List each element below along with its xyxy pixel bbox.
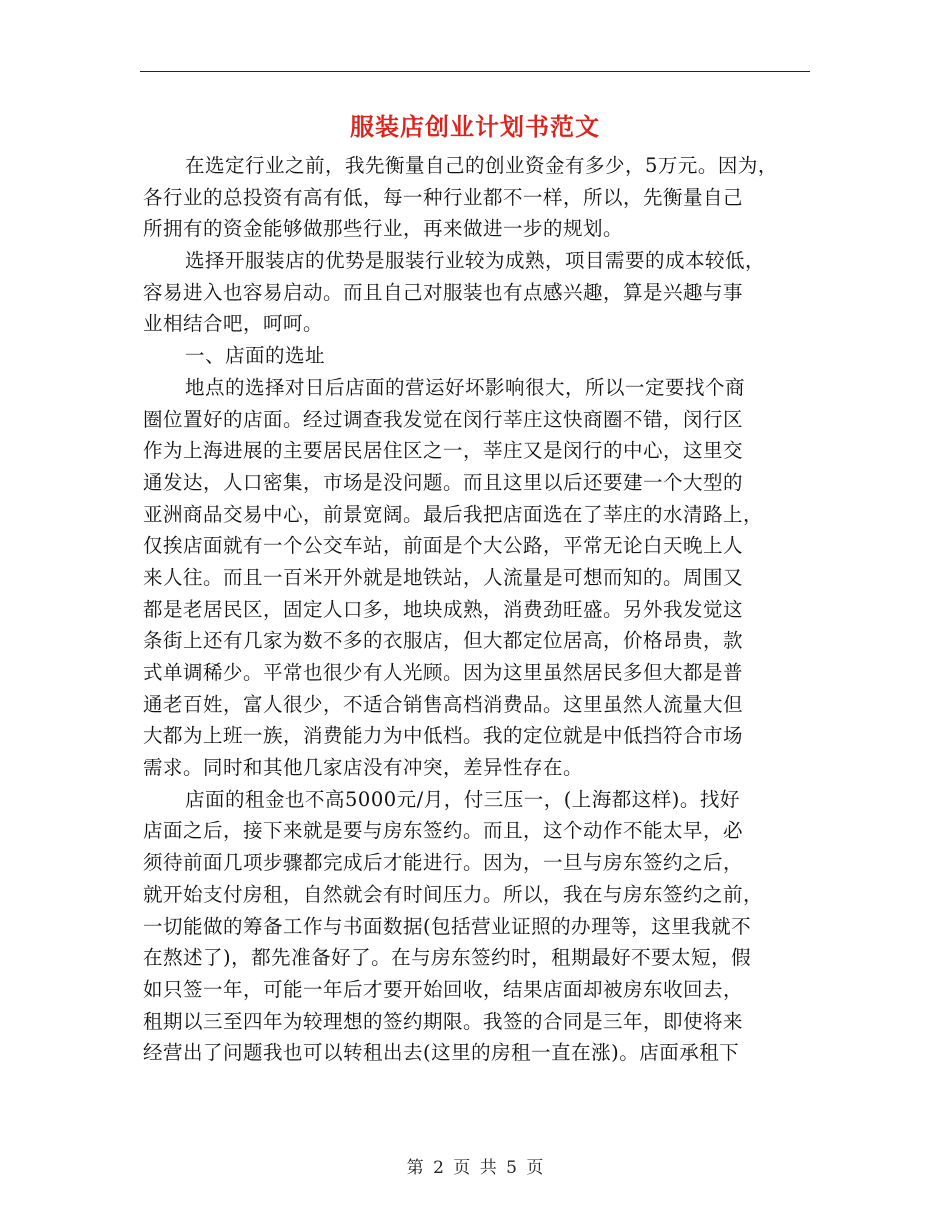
text-line: 各行业的总投资有高有低，每一种行业都不一样，所以，先衡量自己 xyxy=(143,185,744,209)
text-line: 所拥有的资金能够做那些行业，再来做进一步的规划。 xyxy=(143,217,624,241)
document-title: 服装店创业计划书范文 xyxy=(350,112,600,141)
text-line: 须待前面几项步骤都完成后才能进行。因为，一旦与房东签约之后， xyxy=(143,851,744,875)
document-body xyxy=(143,150,833,1069)
text-line: 亚洲商品交易中心，前景宽阔。最后我把店面选在了莘庄的水清路上， xyxy=(143,502,764,526)
text-line: 业相结合吧，呵呵。 xyxy=(143,312,324,336)
text-line: 容易进入也容易启动。而且自己对服装也有点感兴趣，算是兴趣与事 xyxy=(143,280,744,304)
text-line: 通老百姓，富人很少，不适合销售高档消费品。这里虽然人流量大但 xyxy=(143,692,744,716)
text-line: 店面之后，接下来就是要与房东签约。而且，这个动作不能太早，必 xyxy=(143,819,744,843)
text-line: 圈位置好的店面。经过调查我发觉在闵行莘庄这快商圈不错，闵行区 xyxy=(143,407,744,431)
text-line: 在熬述了)，都先准备好了。在与房东签约时，租期最好不要太短，假 xyxy=(143,946,752,970)
text-line: 条街上还有几家为数不多的衣服店，但大都定位居高，价格昂贵，款 xyxy=(143,629,744,653)
text-line: 就开始支付房租，自然就会有时间压力。所以，我在与房东签约之前， xyxy=(143,882,764,906)
text-line: 选择开服装店的优势是服装行业较为成熟，项目需要的成本较低， xyxy=(185,249,766,273)
text-line: 租期以三至四年为较理想的签约期限。我签的合同是三年，即使将来 xyxy=(143,1009,744,1033)
text-line: 来人往。而且一百米开外就是地铁站，人流量是可想而知的。周围又 xyxy=(143,565,744,589)
text-line: 都是老居民区，固定人口多，地块成熟，消费劲旺盛。另外我发觉这 xyxy=(143,597,744,621)
text-line: 大都为上班一族，消费能力为中低档。我的定位就是中低挡符合市场 xyxy=(143,724,744,748)
text-line: 通发达，人口密集，市场是没问题。而且这里以后还要建一个大型的 xyxy=(143,470,744,494)
text-line: 如只签一年，可能一年后才要开始回收，结果店面却被房东收回去， xyxy=(143,977,744,1001)
text-line: 作为上海进展的主要居民居住区之一，莘庄又是闵行的中心，这里交 xyxy=(143,439,744,463)
text-line: 式单调稀少。平常也很少有人光顾。因为这里虽然居民多但大都是普 xyxy=(143,661,744,684)
text-line: 经营出了问题我也可以转租出去(这里的房租一直在涨)。店面承租下 xyxy=(143,1041,740,1065)
page-footer: 第 2 页 共 5 页 xyxy=(406,1158,544,1178)
text-line: 一切能做的筹备工作与书面数据(包括营业证照的办理等，这里我就不 xyxy=(143,914,752,938)
text-line: 需求。同时和其他几家店没有冲突，差异性存在。 xyxy=(143,756,584,780)
header-rule xyxy=(140,71,810,72)
text-line: 一、店面的选址 xyxy=(185,344,326,368)
text-line: 地点的选择对日后店面的营运好坏影响很大，所以一定要找个商 xyxy=(185,375,746,399)
text-line: 仅挨店面就有一个公交车站，前面是个大公路，平常无论白天晚上人 xyxy=(143,534,744,558)
text-line: 店面的租金也不高5000元/月，付三压一，(上海都这样)。找好 xyxy=(185,787,740,811)
text-line: 在选定行业之前，我先衡量自己的创业资金有多少，5万元。因为， xyxy=(185,154,778,177)
